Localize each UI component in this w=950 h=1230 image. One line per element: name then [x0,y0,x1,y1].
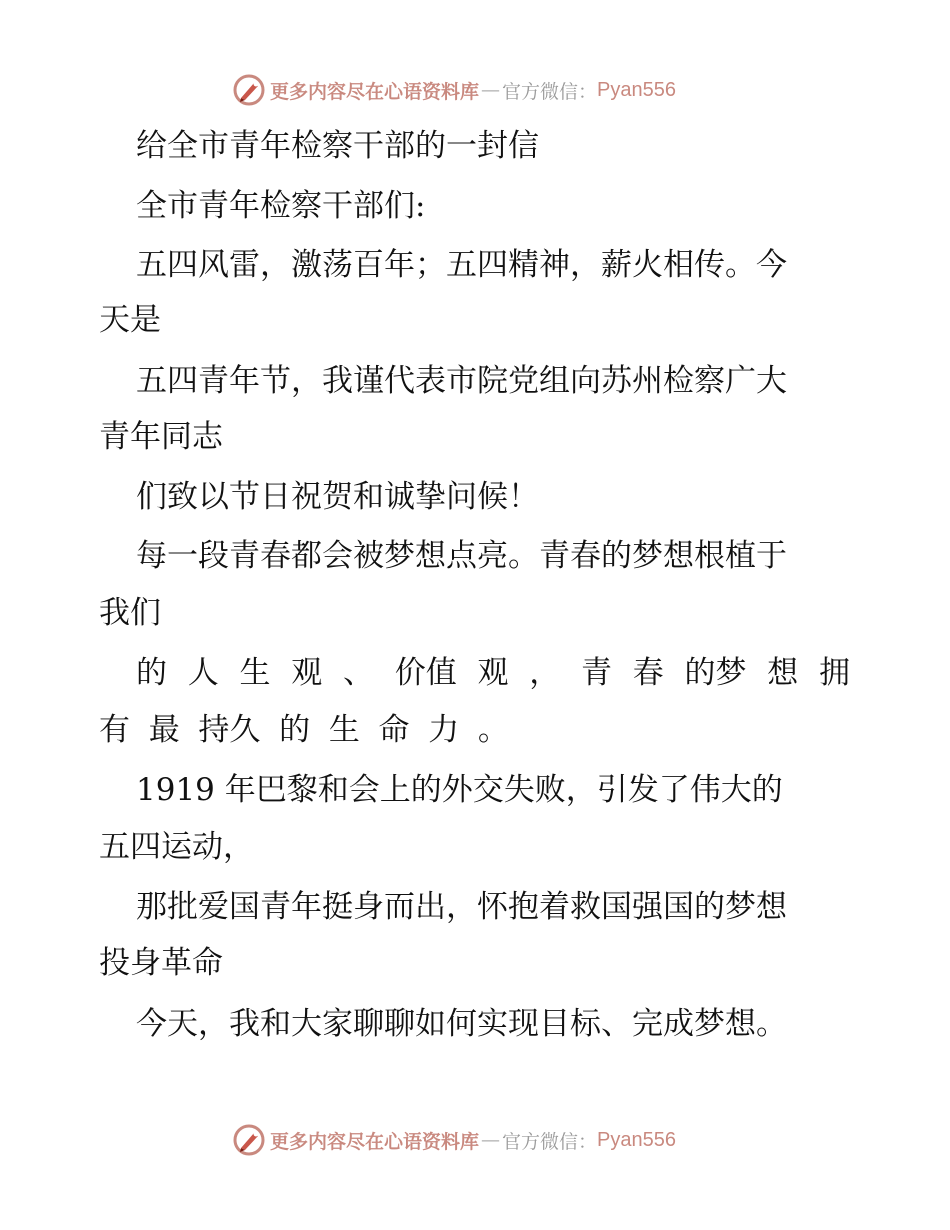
header-banner [232,70,676,110]
banner-main-text: 更多内容尽在心语资料库 [270,80,480,103]
text-fragment: 的梦 [684,655,747,691]
banner-wechat-handle: Pyan556 [597,1128,676,1151]
text-fragment: 最 [148,712,180,748]
text-fragment: 生 [328,712,360,748]
paragraph-line: 五四运动， [99,829,254,865]
text-fragment: 青 [581,655,612,691]
paragraph-line: 青年同志 [99,419,223,455]
salutation: 全市青年检察干部们: [136,188,426,224]
spread-paragraph-line [99,710,509,750]
paragraph-line: 五四青年节，我谨代表市院党组向苏州检察广大 [136,363,787,399]
spread-paragraph-line [136,653,850,693]
pen-logo-icon [232,73,266,107]
pen-logo-icon [232,1123,266,1157]
text-fragment: ， [529,655,561,691]
banner-dash: — [481,79,501,101]
banner-wechat-handle: Pyan556 [597,78,676,101]
paragraph-line: 投身革命 [99,945,223,981]
banner-dash: — [481,1129,501,1151]
paragraph-line: 我们 [99,595,161,631]
paragraph-line: 1919 年巴黎和会上的外交失败，引发了伟大的 [136,772,783,808]
banner-wechat-label: 官方微信： [502,80,598,103]
paragraph-line: 那批爱国青年挺身而出，怀抱着救国强国的梦想 [136,889,787,925]
text-fragment: 价值 [394,655,457,691]
text-fragment: 。 [477,712,509,748]
paragraph-line: 今天，我和大家聊聊如何实现目标、完成梦想。 [136,1006,787,1042]
paragraph-line: 天是 [99,302,161,338]
text-fragment: 的 [279,712,311,748]
text-fragment: 拥 [819,655,850,691]
text-fragment: 命 [378,712,410,748]
text-fragment: 想 [767,655,799,691]
text-fragment: 人 [187,655,219,691]
text-fragment: 有 [99,712,130,748]
banner-main-text: 更多内容尽在心语资料库 [270,1130,480,1153]
paragraph-line: 们致以节日祝贺和诚挚问候！ [136,479,539,515]
text-fragment: 持久 [198,712,261,748]
paragraph-line: 五四风雷，激荡百年；五四精神，薪火相传。今 [136,247,787,283]
text-fragment: 力 [428,712,460,748]
text-fragment: 观 [291,655,323,691]
paragraph-line: 每一段青春都会被梦想点亮。青春的梦想根植于 [136,538,787,574]
text-fragment: 、 [343,655,374,691]
text-fragment: 生 [239,655,271,691]
footer-banner [232,1120,676,1160]
doc-title: 给全市青年检察干部的一封信 [136,128,539,164]
banner-wechat-label: 官方微信： [502,1130,598,1153]
text-fragment: 的 [136,655,167,691]
text-fragment: 观 [477,655,509,691]
text-fragment: 春 [632,655,664,691]
